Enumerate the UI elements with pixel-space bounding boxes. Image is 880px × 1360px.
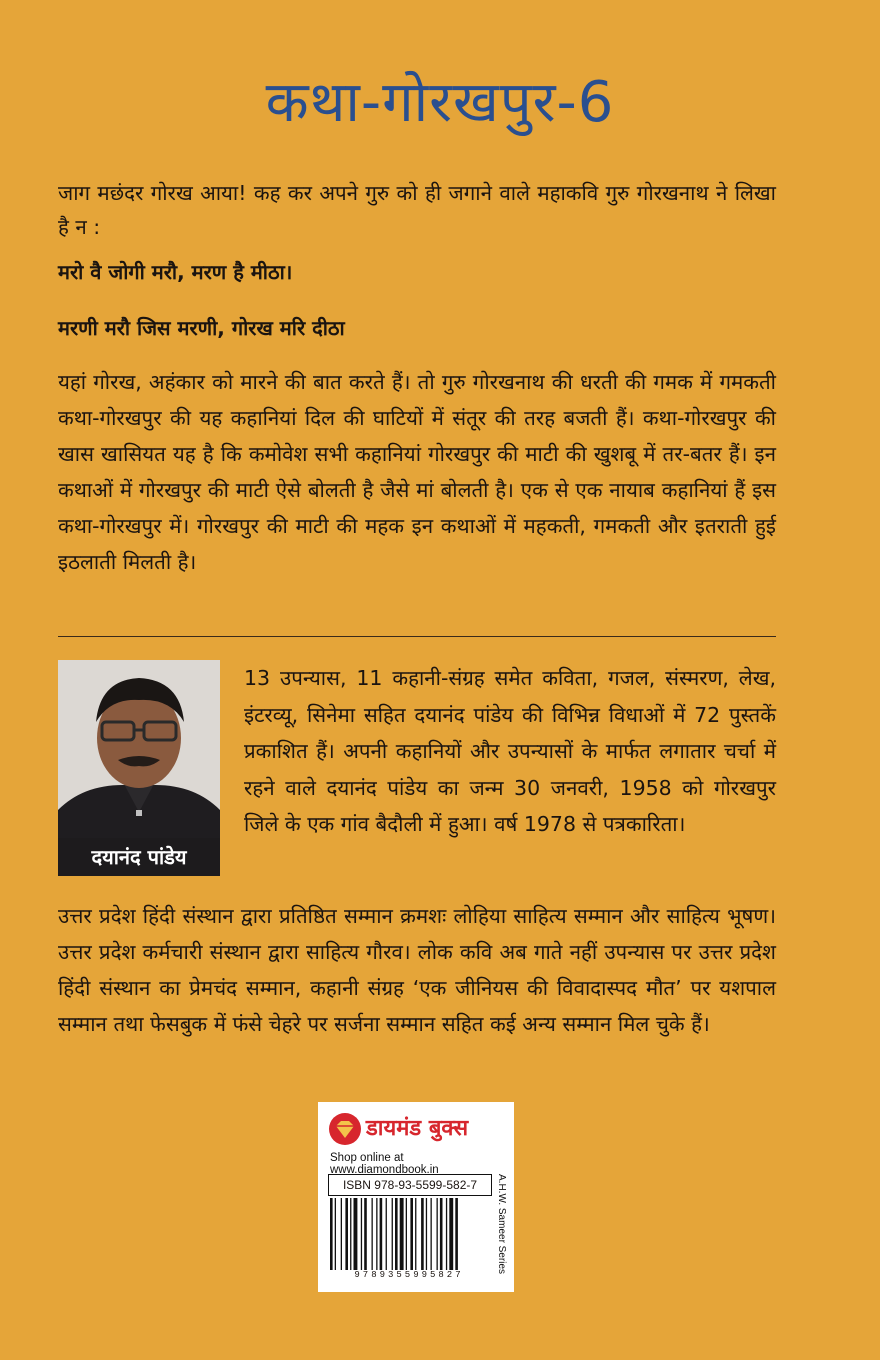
- verse-line-1: मरो वै जोगी मरौ, मरण है मीठा।: [58, 260, 293, 284]
- barcode-digits: 9789355995827: [354, 1270, 464, 1280]
- barcode-icon: [328, 1198, 490, 1270]
- verse-line-2: मरणी मरौ जिस मरणी, गोरख मरि दीठा: [58, 316, 345, 340]
- section-divider: [58, 636, 776, 637]
- isbn-label: ISBN 978-93-5599-582-7: [328, 1174, 492, 1196]
- publisher-logo: [328, 1112, 504, 1146]
- intro-paragraph: जाग मछंदर गोरख आया! कह कर अपने गुरु को ही जगाने वाले महाकवि गुरु गोरखनाथ ने लिखा है न :: [58, 181, 776, 239]
- author-photo: [58, 660, 220, 876]
- series-label: A.H.W. Sameer Series: [496, 1174, 507, 1275]
- author-bio: 13 उपन्यास, 11 कहानी-संग्रह समेत कविता, गजल, संस्मरण, लेख, इंटरव्यू, सिनेमा सहित दयानंद पांडेय की विभिन्न विधाओं में 72 पुस्तकें प्रकाशित हैं। अपनी कहानियों और उपन्यासों के मार्फत लगातार चर्चा में रहने वाले दयानंद पांडेय का जन्म 30 जनवरी, 1958 को गोरखपुर जिले के एक गांव बैदौली में हुआ। वर्ष 1978 से पत्रकारिता।: [244, 666, 776, 836]
- book-title: कथा-गोरखपुर-6: [265, 70, 615, 135]
- publisher-box: [318, 1102, 514, 1292]
- awards-paragraph: उत्तर प्रदेश हिंदी संस्थान द्वारा प्रतिष्ठित सम्मान क्रमशः लोहिया साहित्य सम्मान और साहित्य भूषण। उत्तर प्रदेश कर्मचारी संस्थान द्वारा साहित्य गौरव। लोक कवि अब गाते नहीं उपन्यास पर उत्तर प्रदेश हिंदी संस्थान का प्रेमचंद सम्मान, कहानी संग्रह ‘एक जीनियस की विवादास्पद मौत’ पर यशपाल सम्मान तथा फेसबुक में फंसे चेहरे पर सर्जना सम्मान सहित कई अन्य सम्मान मिल चुके हैं।: [58, 904, 776, 1036]
- shop-online-text: Shop online at www.diamondbook.in: [330, 1152, 439, 1176]
- publisher-name: डायमंड बुक्स: [366, 1116, 469, 1141]
- diamond-logo-icon: [328, 1112, 362, 1146]
- description-paragraph: यहां गोरख, अहंकार को मारने की बात करते हैं। तो गुरु गोरखनाथ की धरती की गमक में गमकती कथा-गोरखपुर की यह कहानियां दिल की घाटियों में संतूर की तरह बजती हैं। कथा-गोरखपुर की खास खासियत यह है कि कमोवेश सभी कहानियां गोरखपुर की माटी की खुशबू में तर-बतर हैं। इन कथाओं में गोरखपुर की माटी ऐसे बोलती है जैसे मां बोलती है। एक से एक नायाब कहानियां हैं इस कथा-गोरखपुर में। गोरखपुर की माटी की महक इन कथाओं में महकती, गमकती और इतराती हुई इठलाती मिलती है।: [58, 370, 776, 574]
- author-name-caption: दयानंद पांडेय: [58, 838, 220, 876]
